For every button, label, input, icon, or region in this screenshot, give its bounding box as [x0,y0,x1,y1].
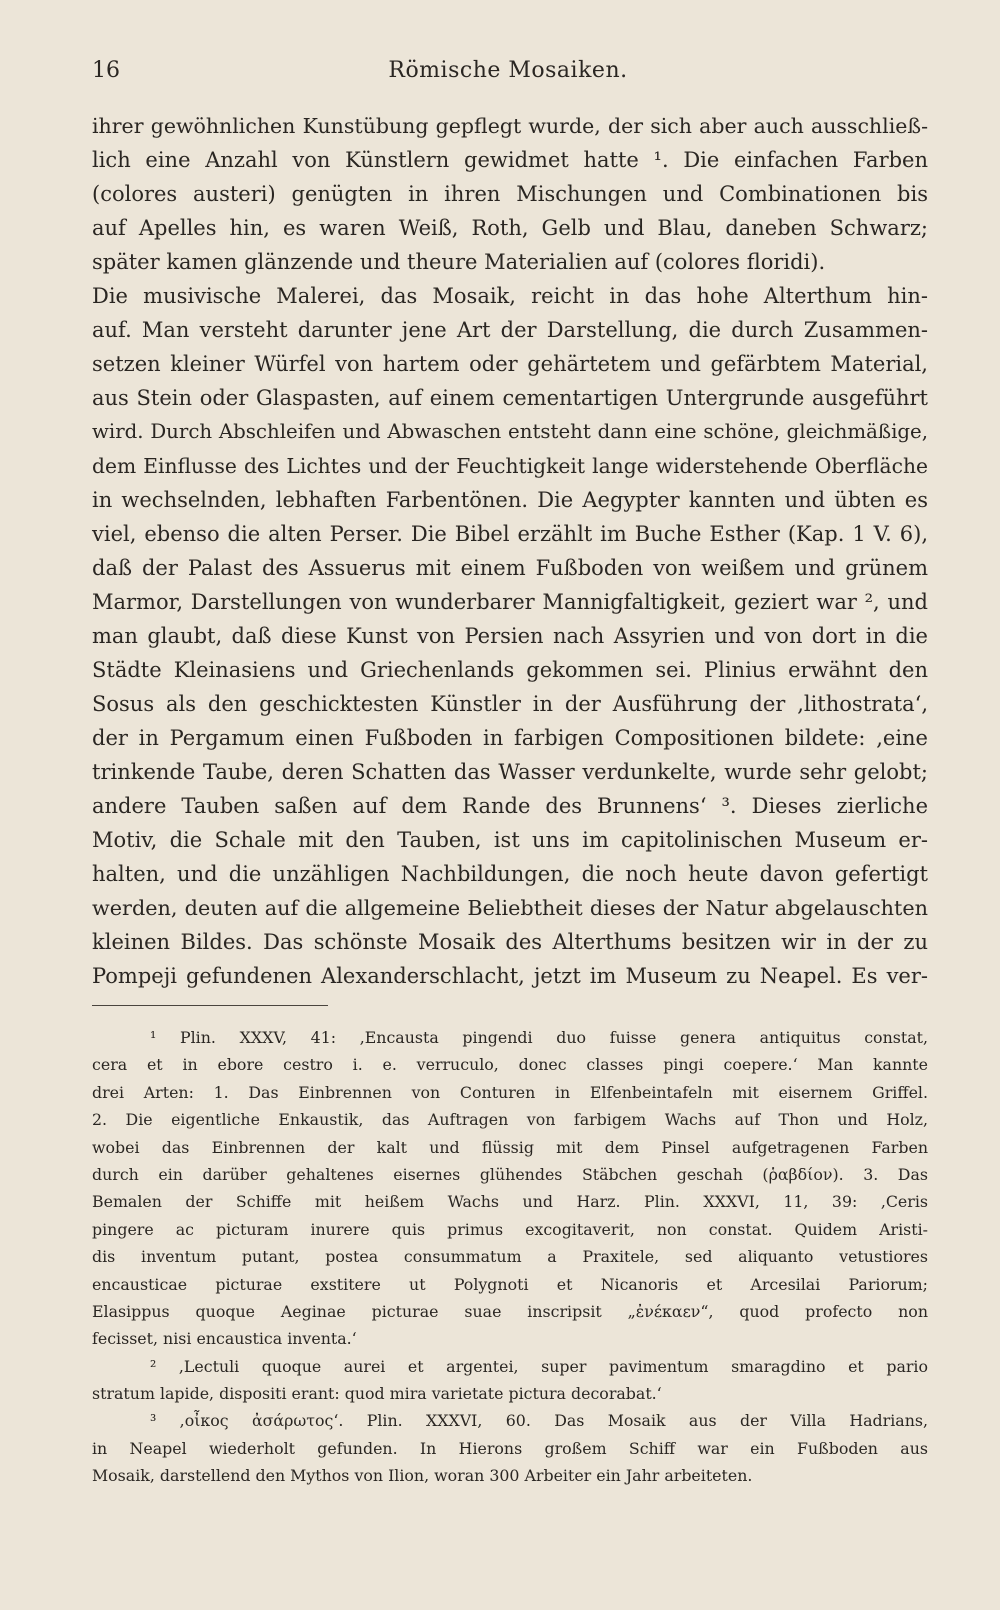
body-line: Pompeji gefundenen Alexanderschlacht, jetzt im Museum zu Neapel. Es ver- [92,964,928,988]
footnote-line: Mosaik, darstellend den Mythos von Ilion, woran 300 Arbeiter ein Jahr arbeiteten. [92,1466,753,1486]
running-title: Römische Mosaiken. [388,58,628,83]
footnote-line: ¹ Plin. XXXV, 41: ,Encausta pingendi duo fuisse genera antiquitus constat, [150,1028,928,1047]
body-line: lich eine Anzahl von Künstlern gewidmet hatte ¹. Die einfachen Farben [92,148,928,172]
page-number: 16 [92,58,120,83]
body-line: auf. Man versteht darunter jene Art der Darstellung, die durch Zusammen- [92,318,928,342]
footnote-line: Elasippus quoque Aeginae picturae suae inscripsit „ἐνέκαεν“, quod profecto non [92,1301,928,1321]
footnote-line: 2. Die eigentliche Enkaustik, das Auftragen von farbigem Wachs auf Thon und Holz, [92,1110,928,1130]
body-line: Marmor, Darstellungen von wunderbarer Mannigfaltigkeit, geziert war ², und [92,590,928,614]
footnote-line: cera et in ebore cestro i. e. verruculo, donec classes pingi coepere.‘ Man kannte [92,1055,928,1075]
footnote-line: durch ein darüber gehaltenes eisernes glühendes Stäbchen geschah (ῥαβδίον). 3. Das [92,1164,928,1184]
body-line: man glaubt, daß diese Kunst von Persien nach Assyrien und von dort in die [92,624,928,648]
body-line: Sosus als den geschicktesten Künstler in der Ausführung der ,lithostrata‘, [92,692,928,716]
body-line: Die musivische Malerei, das Mosaik, reicht in das hohe Alterthum hin- [92,284,928,308]
body-line: aus Stein oder Glaspasten, auf einem cementartigen Untergrunde ausgeführt [92,386,928,410]
page-header [92,58,924,88]
footnote-line: dis inventum putant, postea consummatum a Praxitele, sed aliquanto vetustiores [92,1247,928,1267]
body-line: werden, deuten auf die allgemeine Beliebtheit dieses der Natur abgelauschten [92,896,928,920]
footnote-line: in Neapel wiederholt gefunden. In Hierons großem Schiff war ein Fußboden aus [92,1438,928,1458]
body-line: in wechselnden, lebhaften Farbentönen. Die Aegypter kannten und übten es [92,488,928,512]
body-line: daß der Palast des Assuerus mit einem Fußboden von weißem und grünem [92,556,928,580]
body-line: viel, ebenso die alten Perser. Die Bibel erzählt im Buche Esther (Kap. 1 V. 6), [92,522,928,546]
body-line: dem Einflusse des Lichtes und der Feuchtigkeit lange widerstehende Oberfläche [92,454,928,478]
footnote-line: wobei das Einbrennen der kalt und flüssig mit dem Pinsel aufgetragenen Farben [92,1137,928,1157]
footnote-line: pingere ac picturam inurere quis primus excogitaverit, non constat. Quidem Aristi- [92,1219,928,1239]
body-line: der in Pergamum einen Fußboden in farbigen Compositionen bildete: ,eine [92,726,928,750]
body-line: kleinen Bildes. Das schönste Mosaik des Alterthums besitzen wir in der zu [92,930,928,954]
footnote-line: stratum lapide, dispositi erant: quod mira varietate pictura decorabat.‘ [92,1384,662,1404]
body-text [92,109,928,993]
body-line: später kamen glänzende und theure Materialien auf (colores floridi). [92,250,826,274]
body-line: halten, und die unzähligen Nachbildungen, die noch heute davon gefertigt [92,862,928,886]
footnote-line: ² ,Lectuli quoque aurei et argentei, super pavimentum smaragdino et pario [150,1356,928,1376]
footnote-line: encausticae picturae exstitere ut Polygnoti et Nicanoris et Arcesilai Pariorum; [92,1274,928,1294]
footnote-line: ³ ,οἶκος ἀσάρωτος‘. Plin. XXXVI, 60. Das Mosaik aus der Villa Hadrians, [150,1411,928,1431]
body-line: (colores austeri) genügten in ihren Mischungen und Combinationen bis [92,182,928,206]
body-line: andere Tauben saßen auf dem Rande des Brunnens‘ ³. Dieses zierliche [92,794,928,818]
body-line: Städte Kleinasiens und Griechenlands gekommen sei. Plinius erwähnt den [92,658,928,682]
body-line: setzen kleiner Würfel von hartem oder gehärtetem und gefärbtem Material, [92,352,928,376]
body-line: ihrer gewöhnlichen Kunstübung gepflegt wurde, der sich aber auch ausschließ- [92,114,928,138]
footnote-separator [92,1005,328,1006]
body-line: wird. Durch Abschleifen und Abwaschen entsteht dann eine schöne, gleichmäßige, [92,420,928,443]
footnote-line: drei Arten: 1. Das Einbrennen von Conturen in Elfenbeintafeln mit eisernem Griffel. [92,1082,928,1102]
body-line: auf Apelles hin, es waren Weiß, Roth, Gelb und Blau, daneben Schwarz; [92,216,928,240]
footnote-line: Bemalen der Schiffe mit heißem Wachs und Harz. Plin. XXXVI, 11, 39: ,Ceris [92,1192,928,1212]
footnotes [92,1024,928,1490]
footnote-line: fecisset, nisi encaustica inventa.‘ [92,1329,357,1349]
body-line: trinkende Taube, deren Schatten das Wasser verdunkelte, wurde sehr gelobt; [92,760,928,784]
body-line: Motiv, die Schale mit den Tauben, ist uns im capitolinischen Museum er- [92,828,928,852]
